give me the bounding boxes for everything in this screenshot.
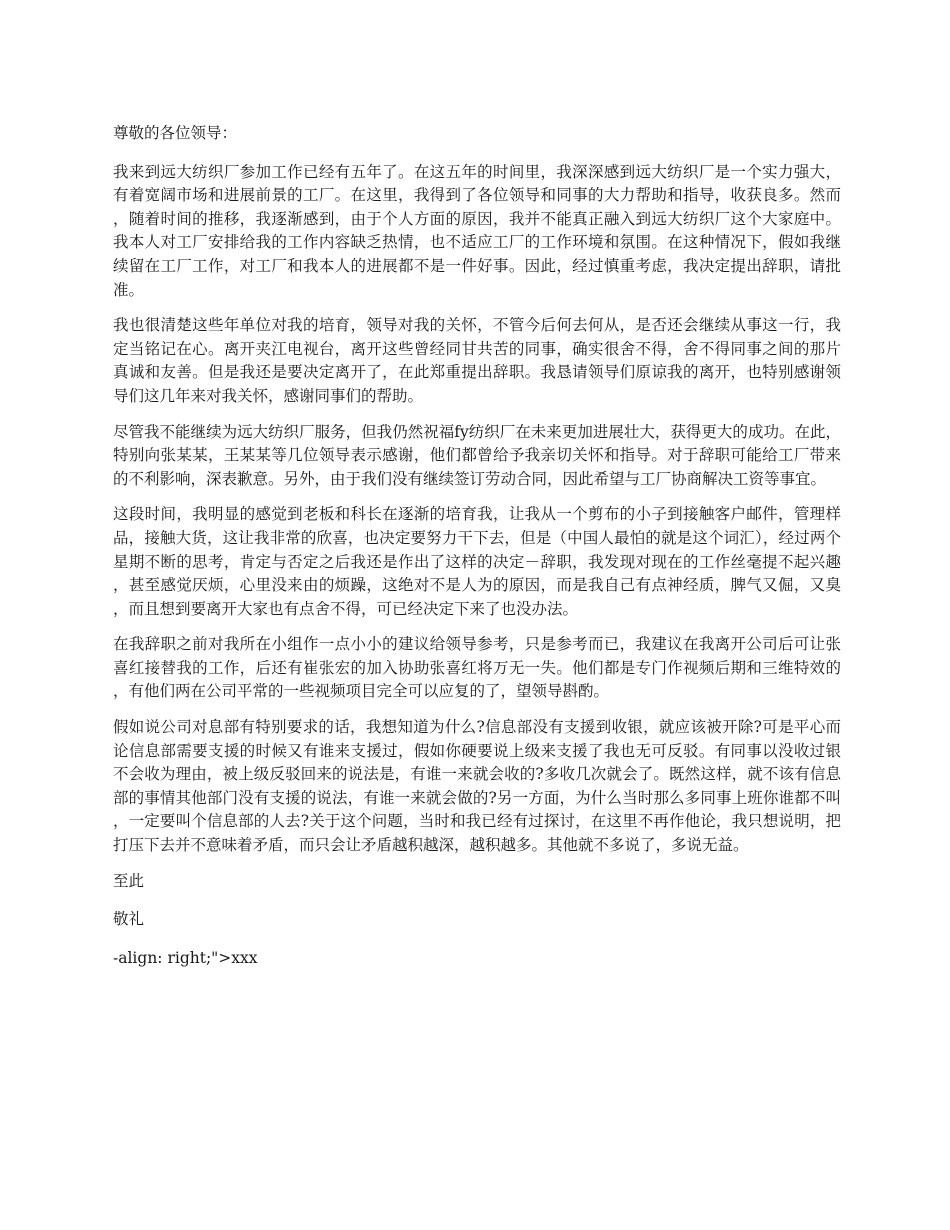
- paragraph: 我来到远大纺织厂参加工作已经有五年了。在这五年的时间里，我深深感到远大纺织厂是一个实力强大，有着宽阔市场和进展前景的工厂。在这里，我得到了各位领导和同事的大力帮助和指导，收获良多。然而，随着时间的推移，我逐渐感到，由于个人方面的原因，我并不能真正融入到远大纺织厂这个大家庭中。我本人对工厂安排给我的工作内容缺乏热情，也不适应工厂的工作环境和氛围。在这种情况下，假如我继续留在工厂工作，对工厂和我本人的进展都不是一件好事。因此，经过慎重考虑，我决定提出辞职，请批准。: [113, 162, 841, 299]
- paragraph: 我也很清楚这些年单位对我的培育，领导对我的关怀，不管今后何去何从，是否还会继续从事这一行，我定当铭记在心。离开夹江电视台，离开这些曾经同甘共苦的同事，确实很舍不得，舍不得同事之间的那片真诚和友善。但是我还是要决定离开了，在此郑重提出辞职。我恳请领导们原谅我的离开，也特别感谢领导们这几年来对我关怀，感谢同事们的帮助。: [113, 316, 841, 405]
- closing-line: 至此: [113, 871, 145, 890]
- paragraph: 在我辞职之前对我所在小组作一点小小的建议给领导参考，只是参考而已，我建议在我离开公司后可让张喜红接替我的工作，后还有崔张宏的加入协助张喜红将万无一失。他们都是专门作视频后期和三维特效的，有他们两在公司平常的一些视频项目完全可以应复的了，望领导斟酌。: [113, 635, 841, 701]
- paragraph: 假如说公司对息部有特别要求的话，我想知道为什么?信息部没有支援到收银，就应该被开除?可是平心而论信息部需要支援的时候又有谁来支援过，假如你硬要说上级来支援了我也无可反驳。有同事以没收过银不会收为理由，被上级反驳回来的说法是，有谁一来就会收的?多收几次就会了。既然这样，就不该有信息部的事情其他部门没有支援的说法，有谁一来就会做的?另一方面，为什么当时那么多同事上班你谁都不叫，一定要叫个信息部的人去?关于这个问题，当时和我已经有过探讨，在这里不再作他论，我只想说明，把打压下去并不意味着矛盾，而只会让矛盾越积越深，越积越多。其他就不多说了，多说无益。: [113, 718, 841, 855]
- paragraph: 尽管我不能继续为远大纺织厂服务，但我仍然祝福fy纺织厂在未来更加进展壮大，获得更大的成功。在此，特别向张某某，王某某等几位领导表示感谢，他们都曾给予我亲切关怀和指导。对于辞职可能给工厂带来的不利影响，深表歉意。另外，由于我们没有继续签订劳动合同，因此希望与工厂协商解决工资等事宜。: [113, 422, 841, 488]
- letter-body: [113, 122, 841, 985]
- closing-salute: 敬礼: [113, 910, 145, 929]
- signature-residue: -align: right;">xxx: [113, 948, 258, 967]
- paragraph: 这段时间，我明显的感觉到老板和科长在逐渐的培育我，让我从一个剪布的小子到接触客户邮件，管理样品，接触大货，这让我非常的欣喜，也决定要努力干下去，但是（中国人最怕的就是这个词汇），经过两个星期不断的思考，肯定与否定之后我还是作出了这样的决定－辞职，我发现对现在的工作丝毫提不起兴趣，甚至感觉厌烦，心里没来由的烦躁，这绝对不是人为的原因，而是我自己有点神经质，脾气又倔，又臭，而且想到要离开大家也有点舍不得，可已经决定下来了也没办法。: [113, 505, 841, 618]
- salutation: 尊敬的各位领导：: [113, 124, 238, 142]
